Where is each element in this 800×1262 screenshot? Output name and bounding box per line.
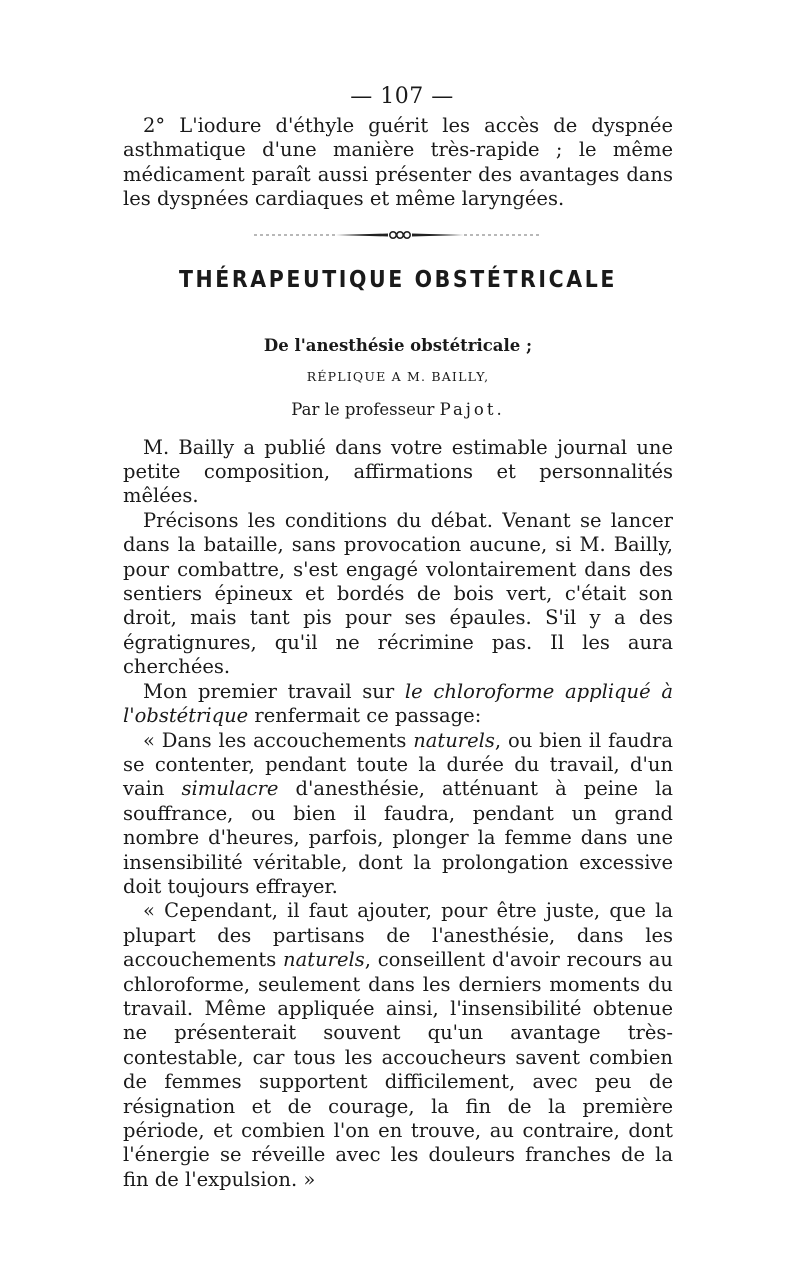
- p4-part2: , ou bien il faudra se contenter, pendant toute la durée du travail, d'un vain: [123, 728, 673, 801]
- list-number: 2°: [143, 114, 166, 137]
- section-title: THÉRAPEUTIQUE OBSTÉTRICALE: [178, 265, 618, 293]
- paragraph-1: M. Bailly a publié dans votre estimable journal une petite composition, affirmations et personnalités mêlées.: [123, 435, 673, 508]
- intro-text: L'iodure d'éthyle guérit les accès de dyspnée asthmatique d'une manière très-rapide ; le même médicament paraît aussi présenter des avantages dans les dyspnées cardiaques et même laryngées.: [123, 114, 673, 211]
- p4-part1: « Dans les accouchements: [143, 728, 414, 752]
- quote-paragraph-2: [123, 899, 673, 1192]
- p4-italic1: naturels: [413, 728, 495, 752]
- paragraph-2: Précisons les conditions du débat. Venant se lancer dans la bataille, sans provocation aucune, si M. Bailly, pour combattre, s'est engagé volontairement dans des sentiers épineux et bordés de bois vert, c'était son droit, mais tant pis pour ses épaules. S'il y a des égratignures, qu'il ne récrimine pas. Il les aura cherchées.: [123, 508, 673, 679]
- byline: [123, 400, 673, 420]
- quote-paragraph-1: [123, 729, 673, 900]
- article-subtitle: De l'anesthésie obstétricale ;: [263, 335, 533, 355]
- p4-part3: d'anesthésie, atténuant à peine la souffrance, ou bien il faudra, pendant un grand nombre d'heures, parfois, plonger la femme dans une insensibilité véritable, dont la prolongation excessive doit toujours effrayer.: [123, 777, 674, 898]
- page-number: — 107 —: [350, 84, 454, 109]
- p5-part1: « Cependant, il faut ajouter, pour être juste, que la plupart des partisans de l'anesthésie, dans les accouchements: [123, 899, 673, 972]
- p4-italic2: simulacre: [181, 777, 279, 801]
- p3-after: renfermait ce passage:: [248, 704, 482, 728]
- intro-paragraph: [123, 114, 673, 212]
- byline-author: Pajot.: [439, 399, 505, 419]
- reply-line: RÉPLIQUE A M. BAILLY,: [306, 368, 490, 384]
- p5-italic1: naturels: [283, 948, 365, 972]
- p3-italic: le chloroforme appliqué à l'obstétrique: [123, 679, 673, 728]
- byline-prefix: Par le professeur: [291, 399, 440, 419]
- document-page: [123, 84, 673, 1192]
- paragraph-3: [123, 680, 673, 729]
- p5-part2: , conseillent d'avoir recours au chloroforme, seulement dans les derniers moments du travail. Même appliquée ainsi, l'insensibilité obtenue ne présenterait souvent qu'un avantage très-contestable, car tous les accoucheurs savent combien de femmes supportent difficilement, avec peu de résignation et de courage, la fin de la première période, et combien l'on en trouve, au contraire, dont l'énergie se réveille avec les douleurs franches de la fin de l'expulsion. »: [123, 948, 673, 1191]
- p3-before: Mon premier travail sur: [143, 679, 405, 703]
- ornament-divider: [248, 224, 548, 246]
